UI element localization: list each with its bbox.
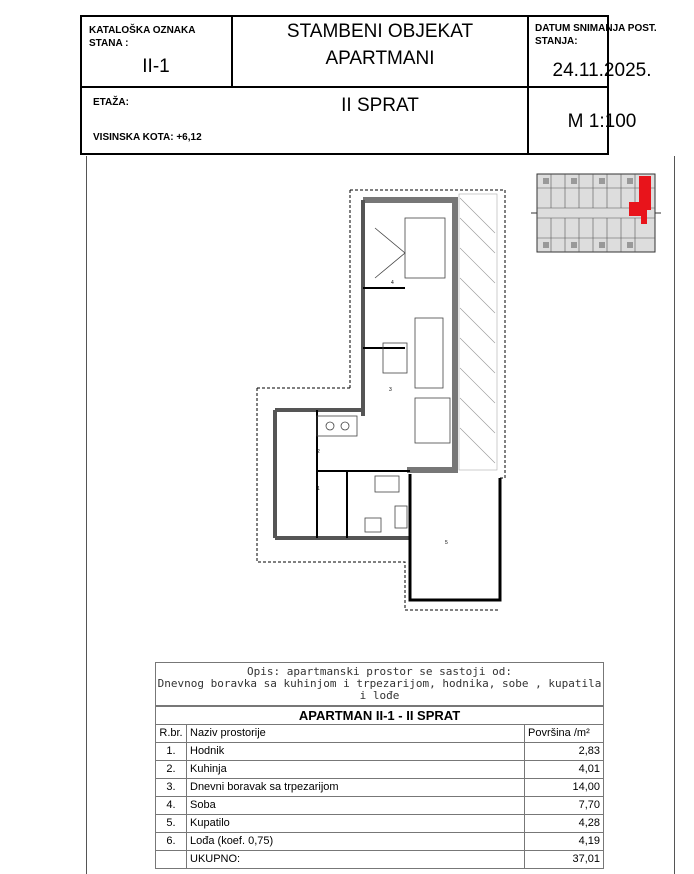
- floor-plan: [255, 188, 510, 614]
- row-number: 6.: [156, 833, 187, 851]
- row-name: Kupatilo: [187, 815, 525, 833]
- room-label-5: 5: [445, 540, 448, 546]
- etaza-label: ETAŽA:: [93, 97, 129, 108]
- title-line2: APARTMANI: [325, 48, 435, 69]
- row-name: Dnevni boravak sa trpezarijom: [187, 779, 525, 797]
- rooms-table: [155, 706, 604, 869]
- col-povrsina: Površina /m²: [525, 725, 604, 743]
- frame-right: [674, 156, 675, 874]
- table-row: [156, 815, 604, 833]
- col-naziv: Naziv prostorije: [187, 725, 525, 743]
- row-area: 2,83: [525, 743, 604, 761]
- row-name: Hodnik: [187, 743, 525, 761]
- etaza-value: II SPRAT: [341, 95, 419, 116]
- row-number: 4.: [156, 797, 187, 815]
- table-total-row: [156, 851, 604, 869]
- total-empty: [156, 851, 187, 869]
- table-row: [156, 743, 604, 761]
- description-line3: i lođe: [359, 689, 400, 702]
- room-label-3: 3: [389, 387, 392, 393]
- razmera: M 1:100: [567, 111, 637, 132]
- room-label-2: 2: [317, 449, 320, 455]
- table-row: [156, 779, 604, 797]
- row-area: 4,01: [525, 761, 604, 779]
- description-line1: Opis: apartmanski prostor se sastoji od:: [247, 665, 512, 678]
- key-plan: [531, 168, 661, 258]
- datum-value: 24.11.2025.: [552, 60, 652, 81]
- total-value: 37,01: [525, 851, 604, 869]
- description-line2: Dnevnog boravka sa kuhinjom i trpezarijom, hodnika, sobe , kupatila: [157, 677, 602, 690]
- datum-label: DATUM SNIMANJA POST. STANJA:: [535, 23, 657, 47]
- room-label-1: 1: [317, 486, 320, 492]
- table-row: [156, 833, 604, 851]
- oznaka-label: KATALOŠKA OZNAKA STANA :: [89, 25, 196, 49]
- row-name: Lođa (koef. 0,75): [187, 833, 525, 851]
- room-label-4: 4: [391, 280, 394, 286]
- total-label: UKUPNO:: [187, 851, 525, 869]
- row-area: 7,70: [525, 797, 604, 815]
- row-number: 2.: [156, 761, 187, 779]
- table-title: APARTMAN II-1 - II SPRAT: [156, 707, 604, 725]
- row-area: 4,19: [525, 833, 604, 851]
- table-header-row: [156, 725, 604, 743]
- table-row: [156, 761, 604, 779]
- title-line1: STAMBENI OBJEKAT: [286, 21, 474, 42]
- row-number: 5.: [156, 815, 187, 833]
- row-number: 3.: [156, 779, 187, 797]
- col-rbr: R.br.: [156, 725, 187, 743]
- visinska-kota: VISINSKA KOTA: +6,12: [93, 132, 202, 143]
- row-name: Soba: [187, 797, 525, 815]
- table-row: [156, 797, 604, 815]
- row-name: Kuhinja: [187, 761, 525, 779]
- oznaka-value: II-1: [142, 56, 170, 77]
- table-title-row: [156, 707, 604, 725]
- row-number: 1.: [156, 743, 187, 761]
- description-box: [155, 662, 604, 706]
- row-area: 14,00: [525, 779, 604, 797]
- row-area: 4,28: [525, 815, 604, 833]
- frame-left: [86, 156, 87, 874]
